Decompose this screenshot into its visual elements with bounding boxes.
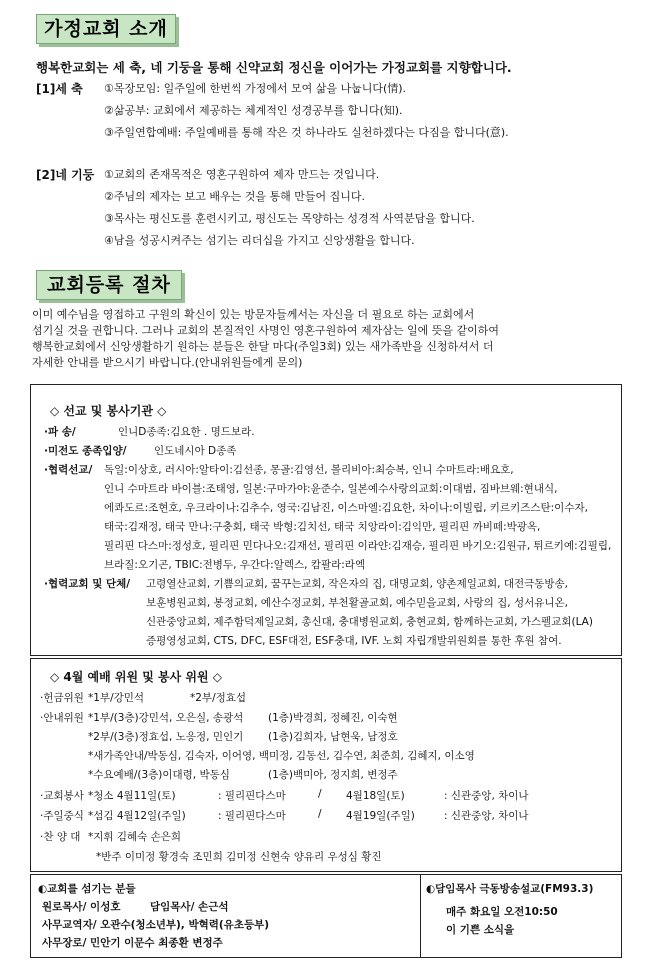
axes-item: ①목장모임: 일주일에 한번씩 가정에서 모여 삶을 나눕니다(情). (104, 82, 407, 95)
sunday-slash: / (318, 808, 322, 820)
choir-accompanists: *반주 이미정 황경숙 조민희 김미정 신현숙 양유리 우성심 황진 (96, 851, 382, 863)
april-heading: ◇ 4월 예배 위원 및 봉사 위원 ◇ (50, 670, 222, 684)
partner-line: 태국:김재정, 태국 만나:구충회, 태국 박형:김치선, 태국 치앙라이:김익만, 필리핀 까비떼:박광옥, (104, 521, 541, 533)
dispatch-label: ·파 송/ (44, 426, 76, 438)
registration-line: 행복한교회에서 신앙생활하기 원하는 분들은 한달 마다(주일3회) 있는 새가족반을 신청하셔서 더 (32, 340, 494, 353)
mission-heading: ◇ 선교 및 봉사기관 ◇ (50, 404, 167, 418)
wednesday-a: *수요예배/(3층)이대령, 박동심 (88, 769, 230, 781)
radio-program: 이 기쁜 소식을 (446, 924, 515, 936)
usher-row-a: *1부/(3층)강민석, 오은실, 송광석 (88, 712, 244, 724)
radio-heading: ◐담임목사 극동방송설교(FM93.3) (426, 883, 594, 895)
partner-line: 인니 수마트라 바이블:조태영, 일본:구마가야:윤준수, 일본예수사랑의교회:이대범, 짐바브웨:현내식, (104, 483, 558, 495)
registration-heading: 교회등록 절차 (36, 270, 182, 300)
partners-label: ·협력선교/ (44, 464, 93, 476)
org-line: 증평영성교회, CTS, DFC, ESF대전, ESF충대, IVF. 노회 자립개발위원회를 통한 후원 참여. (146, 635, 562, 647)
usher-label: ·안내위원 (40, 712, 84, 724)
axes-item: ②삶공부: 교회에서 제공하는 체계적인 성경공부를 합니다(知). (104, 104, 403, 117)
radio-time: 매주 화요일 오전10:50 (446, 906, 558, 918)
pillars-label: [2]네 기둥 (36, 168, 95, 182)
partner-line: 브라질:오기곤, TBIC:전병두, 우간다:알렉스, 캄팔라:라엑 (104, 559, 366, 571)
usher-row-a: *2부/(3층)정효섭, 노응정, 민인기 (88, 731, 244, 743)
partner-line: 에콰도르:조현호, 우크라이나:김추수, 영국:김남진, 이스마엘:김요한, 차이나:이빌립, 키르키즈스탄:이수자, (104, 502, 588, 514)
org-line: 신관중앙교회, 제주함덕제일교회, 총신대, 충대병원교회, 충현교회, 함께하는교회, 가스펠교회(LA) (146, 616, 593, 628)
meal-date2: 4월18일(토) (346, 790, 405, 802)
sunday-date1: *섬김 4월12일(주일) (88, 810, 186, 822)
staff-pastors-b: 담임목사/ 손근석 (150, 901, 229, 913)
orgs-label: ·협력교회 및 단체/ (44, 578, 131, 590)
staff-assistants: 사무교역자/ 오관수(청소년부), 박혁력(유초등부) (42, 919, 270, 931)
dispatch-value: 인니D종족:김요한 . 명드보라. (118, 426, 255, 438)
staff-pastors-a: 원로목사/ 이성호 (42, 901, 121, 913)
pillar-item: ③목사는 평신도를 훈련시키고, 평신도는 목양하는 성경적 사역분담을 합니다. (104, 212, 475, 225)
usher-row-b: (1층)박경희, 정혜진, 이숙현 (268, 712, 398, 724)
axes-label: [1]세 축 (36, 82, 83, 96)
offering-second: *2부/정효섭 (190, 692, 247, 704)
axes-item: ③주일연합예배: 주일예배를 통해 작은 것 하나라도 실천하겠다는 다짐을 합니다(意). (104, 126, 509, 139)
sunday-date2: 4월19일(주일) (346, 810, 415, 822)
pillar-item: ②주님의 제자는 보고 배우는 것을 통해 만들어 집니다. (104, 190, 365, 203)
meal-team2: : 신관중앙, 차이나 (444, 790, 529, 802)
intro-heading: 가정교회 소개 (36, 14, 176, 44)
partner-line: 독일:이상호, 러시아:알타이:김선종, 몽골:김영선, 볼리비아:최승복, 인니 수마트라:배요호, (104, 464, 514, 476)
choir-label: ·찬 양 대 (40, 831, 81, 843)
partner-line: 필리핀 다스마:정성호, 필리핀 민다나오:김재선, 필리핀 이라얀:김재승, 필리핀 바기오:김원규, 튀르키예:김필립, (104, 540, 612, 552)
unreached-value: 인도네시아 D종족 (154, 445, 237, 457)
registration-line: 이미 예수님을 영접하고 구원의 확신이 있는 방문자들께서는 자신을 더 필요로 하는 교회에서 (32, 308, 475, 321)
wednesday-b: (1층)백미아, 정지희, 변정주 (268, 769, 398, 781)
unreached-label: ·미전도 종족입양/ (44, 445, 127, 457)
intro-tagline: 행복한교회는 세 축, 네 기둥을 통해 신약교회 정신을 이어가는 가정교회를 지향합니다. (36, 60, 512, 75)
offering-first: *1부/강민석 (88, 692, 145, 704)
meal-team1: : 필리핀다스마 (218, 790, 286, 802)
meal-slash: / (318, 788, 322, 800)
sunday-team1: : 필리핀다스마 (218, 810, 286, 822)
staff-heading: ◐교회를 섬기는 분들 (38, 883, 136, 895)
registration-line: 자세한 안내를 받으시기 바랍니다.(안내위원들에게 문의) (32, 356, 303, 369)
org-line: 보훈병원교회, 봉정교회, 예산수정교회, 부천활골교회, 예수믿을교회, 사랑의 집, 성서유니온, (146, 597, 569, 609)
registration-line: 섬기실 것을 권합니다. 그러나 교회의 본질적인 사명인 영혼구원하여 제자삼는 일에 뜻을 같이하여 (32, 324, 499, 337)
sunday-label: ·주일중식 (40, 810, 84, 822)
newcomer-guides: *새가족안내/박동심, 김숙자, 이어영, 백미정, 김동선, 김수연, 최준희, 김혜지, 이소영 (88, 750, 475, 762)
meal-label: ·교회봉사 (40, 790, 84, 802)
staff-elders: 사무장로/ 민안기 이문수 최종환 변정주 (42, 937, 223, 949)
pillar-item: ①교회의 존재목적은 영혼구원하여 제자 만드는 것입니다. (104, 168, 380, 181)
offering-label: ·헌금위원 (40, 692, 84, 704)
org-line: 고령열산교회, 기쁨의교회, 꿈꾸는교회, 작은자의 집, 대명교회, 양촌제일교회, 대전극동방송, (146, 578, 569, 590)
meal-date1: *청소 4월11일(토) (88, 790, 176, 802)
usher-row-b: (1층)김희자, 남현욱, 남정호 (268, 731, 398, 743)
choir-conductors: *지휘 김혜숙 손은희 (88, 831, 182, 843)
pillar-item: ④남을 성공시켜주는 섬기는 리더십을 가지고 신앙생활을 합니다. (104, 234, 415, 247)
sunday-team2: : 신관중앙, 차이나 (444, 810, 529, 822)
staff-divider (420, 874, 421, 958)
